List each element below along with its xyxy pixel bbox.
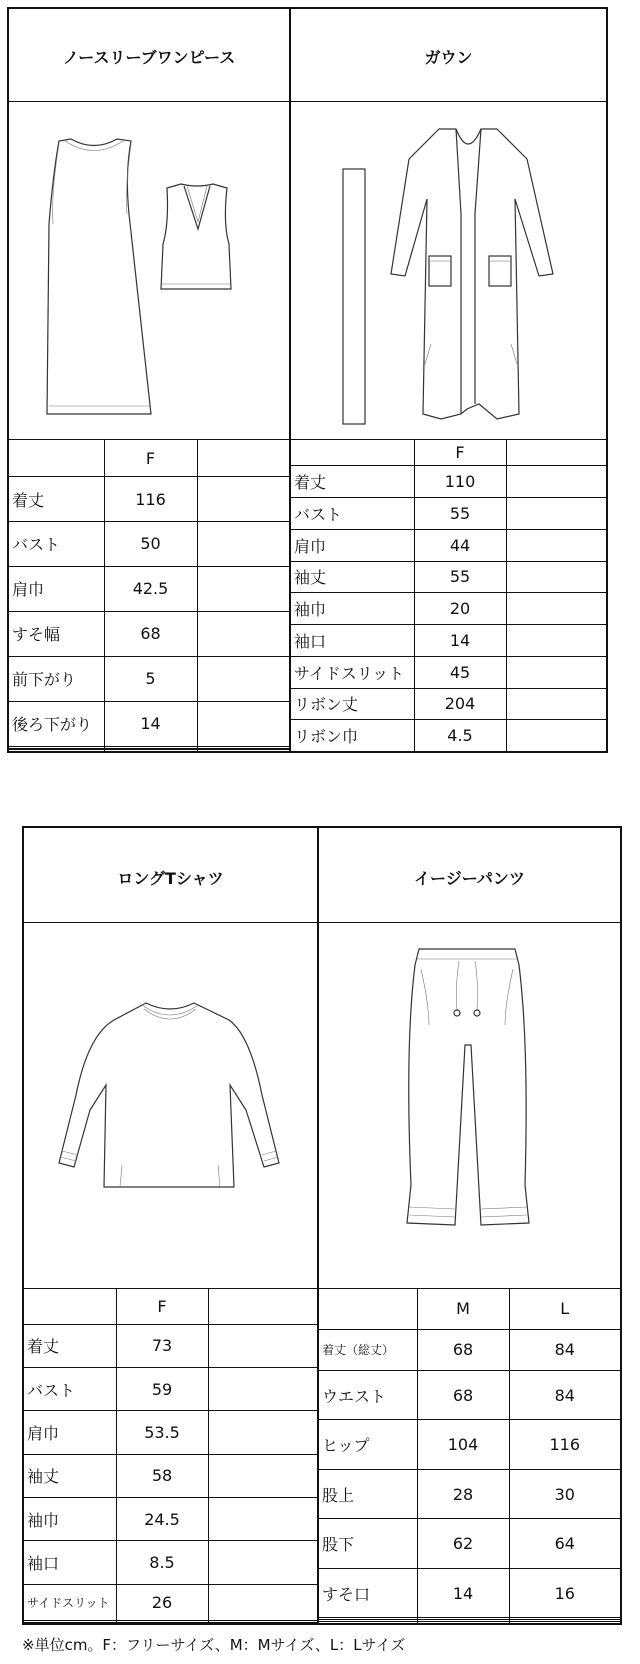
- measure-label: [9, 750, 104, 751]
- measure-value: [506, 529, 606, 561]
- header-cell: L: [509, 1289, 620, 1329]
- measure-value: [509, 1622, 620, 1623]
- measure-label: 股下: [319, 1519, 417, 1568]
- header-cell: [197, 440, 289, 477]
- size-table: [9, 440, 289, 751]
- measure-value: 50: [104, 521, 197, 566]
- product-easy-pants: [319, 828, 620, 1623]
- measure-label: バスト: [291, 498, 414, 530]
- measure-label: 袖口: [24, 1541, 116, 1584]
- measure-value: 14: [414, 625, 506, 657]
- product-title: イージーパンツ: [414, 869, 525, 888]
- measure-value: [506, 625, 606, 657]
- table-row: [319, 1370, 620, 1419]
- table-row: [291, 561, 606, 593]
- measure-value: [197, 611, 289, 656]
- unit-footnote: ※単位cm。F：フリーサイズ、M：Mサイズ、L：Lサイズ: [22, 1636, 406, 1654]
- measure-label: バスト: [24, 1368, 116, 1411]
- measure-value: [197, 656, 289, 701]
- table-row: [24, 1498, 317, 1541]
- table-row: [291, 625, 606, 657]
- table-row: [9, 701, 289, 746]
- table-row: [9, 566, 289, 611]
- table-row: [291, 593, 606, 625]
- measure-label: 袖巾: [24, 1498, 116, 1541]
- measure-label: [24, 1622, 116, 1623]
- measure-value: 59: [116, 1368, 208, 1411]
- measure-value: 104: [417, 1420, 509, 1469]
- measure-value: [197, 566, 289, 611]
- table-header-row: [9, 440, 289, 477]
- measure-label: すそ幅: [9, 611, 104, 656]
- header-cell: [24, 1289, 116, 1324]
- header-cell: [506, 440, 606, 466]
- measure-value: 116: [104, 477, 197, 522]
- measure-label: 後ろ下がり: [9, 701, 104, 746]
- table-row: [24, 1622, 317, 1623]
- measure-label: サイドスリット: [291, 656, 414, 688]
- measure-label: 袖口: [291, 625, 414, 657]
- table-row: [9, 611, 289, 656]
- measure-value: 55: [414, 498, 506, 530]
- header-cell: F: [104, 440, 197, 477]
- measure-value: 55: [414, 561, 506, 593]
- header-cell: [291, 440, 414, 466]
- measure-label: 着丈: [291, 466, 414, 498]
- measure-label: 前下がり: [9, 656, 104, 701]
- measure-label: リボン丈: [291, 688, 414, 720]
- measure-value: [197, 521, 289, 566]
- measure-value: 53.5: [116, 1411, 208, 1454]
- measure-value: [506, 561, 606, 593]
- measure-label: 着丈（総丈）: [319, 1329, 417, 1370]
- size-table: [291, 440, 606, 751]
- long-tshirt-illustration: [24, 925, 317, 1286]
- measure-label: 股上: [319, 1469, 417, 1518]
- table-row: [9, 750, 289, 751]
- measure-value: [116, 1622, 208, 1623]
- measure-label: 肩巾: [24, 1411, 116, 1454]
- measure-label: リボン巾: [291, 720, 414, 751]
- table-row: [291, 688, 606, 720]
- measure-label: バスト: [9, 521, 104, 566]
- measure-value: 16: [509, 1568, 620, 1617]
- measure-value: 68: [417, 1370, 509, 1419]
- gown-illustration: [291, 104, 606, 437]
- measure-value: 73: [116, 1324, 208, 1367]
- measure-value: [417, 1622, 509, 1623]
- table-row: [319, 1622, 620, 1623]
- table-row: [24, 1584, 317, 1620]
- measure-label: ウエスト: [319, 1370, 417, 1419]
- size-chart-panel-2: [22, 826, 622, 1625]
- table-row: [24, 1454, 317, 1497]
- table-row: [24, 1541, 317, 1584]
- table-row: [291, 529, 606, 561]
- measure-label: 着丈: [9, 477, 104, 522]
- measure-label: 肩巾: [9, 566, 104, 611]
- measure-value: 30: [509, 1469, 620, 1518]
- table-header-row: [291, 440, 606, 466]
- product-gown: [291, 9, 606, 751]
- header-cell: F: [414, 440, 506, 466]
- measure-label: 袖丈: [291, 561, 414, 593]
- measure-value: [208, 1584, 317, 1620]
- header-cell: M: [417, 1289, 509, 1329]
- measure-label: すそ口: [319, 1568, 417, 1617]
- header-cell: F: [116, 1289, 208, 1324]
- table-row: [9, 477, 289, 522]
- measure-value: 8.5: [116, 1541, 208, 1584]
- size-chart-panel-1: [7, 7, 608, 753]
- measure-label: 着丈: [24, 1324, 116, 1367]
- measure-label: サイドスリット: [24, 1584, 116, 1620]
- product-title: ロングTシャツ: [117, 869, 224, 888]
- measure-value: 58: [116, 1454, 208, 1497]
- table-row: [319, 1329, 620, 1370]
- table-row: [24, 1368, 317, 1411]
- measure-value: 204: [414, 688, 506, 720]
- measure-value: 14: [417, 1568, 509, 1617]
- measure-value: [208, 1622, 317, 1623]
- table-row: [9, 521, 289, 566]
- measure-value: 68: [417, 1329, 509, 1370]
- measure-value: 84: [509, 1370, 620, 1419]
- header-cell: [208, 1289, 317, 1324]
- measure-value: 42.5: [104, 566, 197, 611]
- measure-value: 44: [414, 529, 506, 561]
- measure-value: 45: [414, 656, 506, 688]
- size-table: [319, 1289, 620, 1623]
- measure-label: [319, 1622, 417, 1623]
- table-header-row: [319, 1289, 620, 1329]
- measure-value: [208, 1368, 317, 1411]
- measure-value: 68: [104, 611, 197, 656]
- table-row: [291, 466, 606, 498]
- product-sleeveless-dress: [9, 9, 289, 751]
- measure-value: [506, 720, 606, 751]
- header-cell: [9, 440, 104, 477]
- table-header-row: [24, 1289, 317, 1324]
- measure-value: [104, 750, 197, 751]
- product-title: ガウン: [424, 48, 473, 67]
- measure-value: 26: [116, 1584, 208, 1620]
- table-row: [24, 1324, 317, 1367]
- measure-value: [208, 1454, 317, 1497]
- measure-value: [197, 477, 289, 522]
- size-table: [24, 1289, 317, 1623]
- measure-value: 4.5: [414, 720, 506, 751]
- measure-value: 20: [414, 593, 506, 625]
- table-row: [319, 1420, 620, 1469]
- measure-value: [506, 498, 606, 530]
- measure-value: [208, 1411, 317, 1454]
- table-row: [319, 1519, 620, 1568]
- table-row: [319, 1469, 620, 1518]
- measure-value: 110: [414, 466, 506, 498]
- measure-label: 肩巾: [291, 529, 414, 561]
- measure-label: ヒップ: [319, 1420, 417, 1469]
- measure-value: [208, 1498, 317, 1541]
- measure-value: 5: [104, 656, 197, 701]
- measure-value: 28: [417, 1469, 509, 1518]
- measure-label: 袖丈: [24, 1454, 116, 1497]
- measure-value: [197, 701, 289, 746]
- table-row: [319, 1568, 620, 1617]
- table-row: [291, 498, 606, 530]
- measure-value: 14: [104, 701, 197, 746]
- measure-value: [506, 593, 606, 625]
- table-row: [291, 720, 606, 751]
- measure-value: 62: [417, 1519, 509, 1568]
- sleeveless-dress-illustration: [9, 104, 289, 437]
- measure-label: 袖巾: [291, 593, 414, 625]
- measure-value: 84: [509, 1329, 620, 1370]
- measure-value: [208, 1541, 317, 1584]
- easy-pants-illustration: [319, 925, 620, 1286]
- table-row: [24, 1411, 317, 1454]
- header-cell: [319, 1289, 417, 1329]
- product-long-tshirt: [24, 828, 317, 1623]
- table-row: [291, 656, 606, 688]
- measure-value: 64: [509, 1519, 620, 1568]
- measure-value: [197, 750, 289, 751]
- table-row: [9, 656, 289, 701]
- measure-value: 24.5: [116, 1498, 208, 1541]
- measure-value: [208, 1324, 317, 1367]
- measure-value: [506, 656, 606, 688]
- measure-value: 116: [509, 1420, 620, 1469]
- measure-value: [506, 688, 606, 720]
- product-title: ノースリーブワンピース: [62, 48, 236, 67]
- measure-value: [506, 466, 606, 498]
